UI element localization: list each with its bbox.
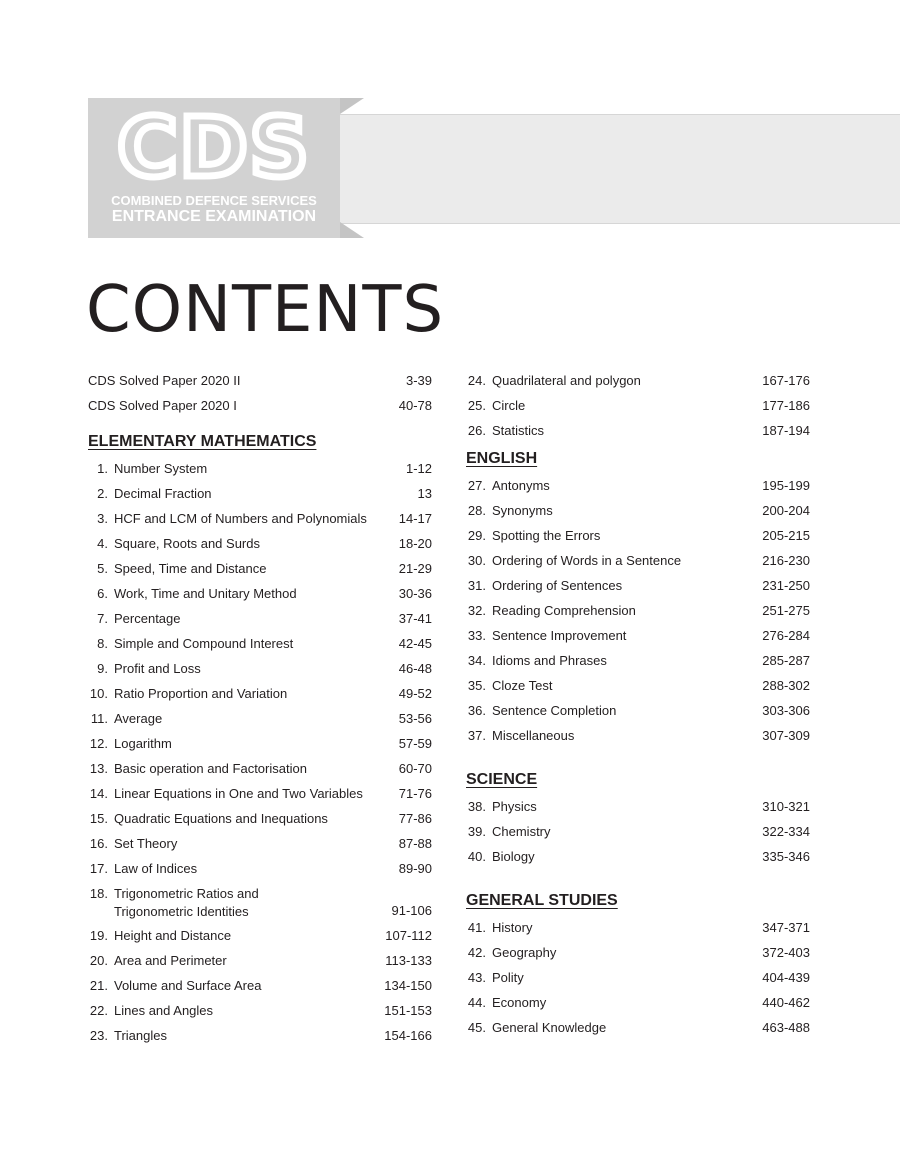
entry-title: Work, Time and Unitary Method: [114, 586, 297, 601]
entry-pages: 310-321: [762, 799, 810, 814]
entry-number: 44.: [467, 995, 486, 1010]
entry-number: 22.: [89, 1003, 108, 1018]
toc-entry[interactable]: [466, 477, 810, 502]
entry-number: 1.: [97, 461, 108, 476]
entry-pages: 30-36: [398, 586, 432, 601]
science-list: [466, 798, 810, 873]
toc-entry[interactable]: [88, 685, 432, 710]
logo-fold-bottom: [340, 222, 364, 238]
entry-title: Ratio Proportion and Variation: [114, 686, 288, 701]
entry-title: Antonyms: [492, 478, 550, 493]
entry-number: 6.: [97, 586, 108, 601]
entry-number: 18.: [89, 886, 108, 901]
entry-number: 13.: [89, 761, 108, 776]
entry-pages: 107-112: [385, 928, 432, 943]
entry-title: Biology: [492, 849, 535, 864]
entry-title: Number System: [114, 461, 208, 476]
entry-title: Logarithm: [114, 736, 172, 751]
toc-entry[interactable]: [88, 1002, 432, 1027]
entry-title: Reading Comprehension: [492, 603, 636, 618]
entry-number: 21.: [89, 978, 108, 993]
toc-entry[interactable]: [88, 952, 432, 977]
toc-entry[interactable]: [466, 848, 810, 873]
entry-pages: 46-48: [398, 661, 432, 676]
entry-pages: 177-186: [762, 398, 810, 413]
entry-pages: 167-176: [762, 373, 810, 388]
toc-entry[interactable]: [88, 860, 432, 885]
entry-title: Sentence Improvement: [492, 628, 627, 643]
section-heading-general-studies: GENERAL STUDIES: [466, 892, 618, 909]
entry-pages: 205-215: [762, 528, 810, 543]
entry-pages: 134-150: [384, 978, 432, 993]
toc-entry[interactable]: [88, 635, 432, 660]
toc-entry-solved-paper[interactable]: [88, 397, 432, 418]
entry-title: CDS Solved Paper 2020 I: [88, 398, 237, 413]
general-studies-list: [466, 919, 810, 1044]
logo-fold-top: [340, 98, 364, 114]
toc-entry[interactable]: [88, 460, 432, 485]
toc-entry[interactable]: [88, 585, 432, 610]
entry-title: Profit and Loss: [114, 661, 201, 676]
entry-pages: 288-302: [762, 678, 810, 693]
entry-number: 12.: [89, 736, 108, 751]
entry-pages: 14-17: [398, 511, 432, 526]
entry-title: Quadrilateral and polygon: [492, 373, 641, 388]
toc-entry[interactable]: [88, 735, 432, 760]
entry-number: 9.: [97, 661, 108, 676]
entry-pages: 53-56: [398, 711, 432, 726]
toc-entry[interactable]: [466, 798, 810, 823]
entry-number: 20.: [89, 953, 108, 968]
entry-title: Physics: [492, 799, 537, 814]
entry-title: Quadratic Equations and Inequations: [114, 811, 328, 826]
logo-line-1: COMBINED DEFENCE SERVICES: [111, 193, 317, 208]
entry-number: 35.: [467, 678, 486, 693]
entry-pages: 440-462: [762, 995, 810, 1010]
entry-pages: 37-41: [398, 611, 432, 626]
entry-number: 3.: [97, 511, 108, 526]
entry-pages: 322-334: [762, 824, 810, 839]
entry-title: Basic operation and Factorisation: [114, 761, 307, 776]
toc-entry[interactable]: [88, 977, 432, 1002]
entry-pages: 216-230: [762, 553, 810, 568]
entry-pages: 91-106: [391, 903, 432, 918]
entry-pages: 251-275: [762, 603, 810, 618]
entry-title: Synonyms: [492, 503, 553, 518]
entry-number: 43.: [467, 970, 486, 985]
entry-title: Geography: [492, 945, 557, 960]
toc-entry[interactable]: [466, 502, 810, 527]
entry-number: 30.: [467, 553, 486, 568]
section-heading-math: ELEMENTARY MATHEMATICS: [88, 433, 317, 450]
entry-pages: 60-70: [398, 761, 432, 776]
entry-pages: 151-153: [384, 1003, 432, 1018]
entry-pages: 77-86: [398, 811, 432, 826]
entry-number: 23.: [89, 1028, 108, 1043]
english-list: [466, 477, 810, 752]
entry-title: Simple and Compound Interest: [114, 636, 294, 651]
entry-title: General Knowledge: [492, 1020, 607, 1035]
entry-pages: 200-204: [762, 503, 810, 518]
toc-entry[interactable]: [466, 422, 810, 447]
entry-title: Triangles: [114, 1028, 167, 1043]
toc-entry[interactable]: [88, 1027, 432, 1052]
entry-number: 31.: [467, 578, 486, 593]
entry-title: Miscellaneous: [492, 728, 575, 743]
entry-pages: 42-45: [398, 636, 432, 651]
toc-entry[interactable]: [88, 710, 432, 735]
toc-entry[interactable]: [88, 660, 432, 685]
entry-number: 36.: [467, 703, 486, 718]
toc-entry[interactable]: [88, 785, 432, 810]
toc-entry[interactable]: [466, 969, 810, 994]
toc-entry[interactable]: [466, 627, 810, 652]
entry-pages: 285-287: [762, 653, 810, 668]
entry-number: 5.: [97, 561, 108, 576]
entry-number: 37.: [467, 728, 486, 743]
entry-number: 42.: [467, 945, 486, 960]
entry-title: Chemistry: [492, 824, 551, 839]
entry-pages: 231-250: [762, 578, 810, 593]
entry-pages: 49-52: [398, 686, 432, 701]
entry-number: 32.: [467, 603, 486, 618]
entry-title: Decimal Fraction: [114, 486, 212, 501]
entry-pages: 303-306: [762, 703, 810, 718]
entry-number: 7.: [97, 611, 108, 626]
entry-pages: 154-166: [384, 1028, 432, 1043]
toc-entry[interactable]: [88, 510, 432, 535]
entry-number: 8.: [97, 636, 108, 651]
entry-title: Ordering of Sentences: [492, 578, 623, 593]
toc-entry[interactable]: [466, 677, 810, 702]
contents-column-right: [466, 372, 810, 1044]
toc-entry[interactable]: [466, 372, 810, 397]
entry-title: Lines and Angles: [114, 1003, 214, 1018]
section-heading-science: SCIENCE: [466, 771, 538, 788]
entry-number: 38.: [467, 799, 486, 814]
toc-entry[interactable]: [466, 577, 810, 602]
entry-pages: 21-29: [398, 561, 432, 576]
entry-title-line-2: Trigonometric Identities: [114, 904, 249, 919]
cds-logo: [88, 98, 340, 238]
entry-number: 45.: [467, 1020, 486, 1035]
section-heading-english: ENGLISH: [466, 450, 538, 467]
entry-title: Sentence Completion: [492, 703, 617, 718]
entry-pages: 187-194: [762, 423, 810, 438]
header-banner-bar: [340, 114, 900, 224]
entry-pages: 463-488: [762, 1020, 810, 1035]
toc-entry[interactable]: [88, 835, 432, 860]
entry-number: 14.: [89, 786, 108, 801]
entry-number: 2.: [97, 486, 108, 501]
entry-title: Speed, Time and Distance: [114, 561, 267, 576]
entry-title: Economy: [492, 995, 547, 1010]
entry-title: History: [492, 920, 533, 935]
entry-title: Area and Perimeter: [114, 953, 227, 968]
entry-pages: 18-20: [398, 536, 432, 551]
entry-title: Idioms and Phrases: [492, 653, 607, 668]
entry-title: Set Theory: [114, 836, 178, 851]
toc-entry[interactable]: [466, 944, 810, 969]
toc-entry[interactable]: [88, 485, 432, 510]
entry-title: Volume and Surface Area: [114, 978, 262, 993]
entry-pages: 276-284: [762, 628, 810, 643]
toc-entry[interactable]: [466, 823, 810, 848]
entry-number: 16.: [89, 836, 108, 851]
entry-number: 40.: [467, 849, 486, 864]
entry-number: 39.: [467, 824, 486, 839]
contents-column-left: [88, 372, 432, 1052]
entry-title: Linear Equations in One and Two Variables: [114, 786, 363, 801]
entry-title: Circle: [492, 398, 526, 413]
toc-entry[interactable]: [88, 610, 432, 635]
entry-title: Polity: [492, 970, 524, 985]
toc-entry[interactable]: [466, 994, 810, 1019]
entry-number: 17.: [89, 861, 108, 876]
toc-entry[interactable]: [466, 702, 810, 727]
entry-title: Average: [114, 711, 163, 726]
toc-entry[interactable]: [466, 602, 810, 627]
entry-number: 26.: [467, 423, 486, 438]
entry-title: Ordering of Words in a Sentence: [492, 553, 682, 568]
entry-pages: 307-309: [762, 728, 810, 743]
entry-pages: 57-59: [398, 736, 432, 751]
toc-entry[interactable]: [88, 560, 432, 585]
entry-pages: 335-346: [762, 849, 810, 864]
entry-pages: 89-90: [398, 861, 432, 876]
entry-pages: 195-199: [762, 478, 810, 493]
entry-number: 11.: [90, 711, 108, 726]
toc-entry[interactable]: [466, 727, 810, 752]
entry-pages: 1-12: [405, 461, 432, 476]
entry-title: Statistics: [492, 423, 545, 438]
entry-number: 27.: [467, 478, 486, 493]
entry-title: CDS Solved Paper 2020 II: [88, 373, 241, 388]
entry-pages: 40-78: [398, 398, 432, 413]
entry-title: Spotting the Errors: [492, 528, 601, 543]
entry-number: 25.: [467, 398, 486, 413]
toc-entry[interactable]: [88, 810, 432, 835]
toc-entry[interactable]: [466, 552, 810, 577]
logo-line-2: ENTRANCE EXAMINATION: [111, 208, 317, 225]
entry-title: [114, 885, 372, 921]
entry-pages: 87-88: [398, 836, 432, 851]
entry-number: 33.: [467, 628, 486, 643]
math-list-continued: [466, 372, 810, 447]
toc-entry[interactable]: [466, 397, 810, 422]
entry-pages: 347-371: [762, 920, 810, 935]
entry-title: HCF and LCM of Numbers and Polynomials: [114, 511, 367, 526]
logo-letters: CDS: [117, 101, 311, 196]
entry-number: 4.: [97, 536, 108, 551]
toc-entry[interactable]: [88, 885, 432, 927]
entry-number: 41.: [467, 920, 486, 935]
entry-title: Cloze Test: [492, 678, 553, 693]
entry-title: Percentage: [114, 611, 181, 626]
entry-pages: 113-133: [385, 953, 432, 968]
math-list: [88, 460, 432, 1052]
entry-number: 29.: [467, 528, 486, 543]
entry-pages: 372-403: [762, 945, 810, 960]
toc-entry[interactable]: [88, 535, 432, 560]
toc-entry[interactable]: [88, 760, 432, 785]
entry-title: Height and Distance: [114, 928, 232, 943]
entry-number: 28.: [467, 503, 486, 518]
page-title: CONTENTS: [86, 273, 445, 347]
entry-number: 19.: [89, 928, 108, 943]
entry-pages: 404-439: [762, 970, 810, 985]
toc-entry[interactable]: [466, 652, 810, 677]
toc-entry-solved-paper[interactable]: [88, 372, 432, 397]
entry-title: Square, Roots and Surds: [114, 536, 260, 551]
entry-pages: 3-39: [405, 373, 432, 388]
entry-number: 15.: [89, 811, 108, 826]
entry-title-line-1: Trigonometric Ratios and: [114, 886, 259, 901]
entry-title: Law of Indices: [114, 861, 198, 876]
entry-pages: 13: [417, 486, 432, 501]
entry-number: 10.: [89, 686, 108, 701]
entry-pages: 71-76: [398, 786, 432, 801]
toc-entry[interactable]: [466, 527, 810, 552]
toc-entry[interactable]: [466, 919, 810, 944]
toc-entry[interactable]: [466, 1019, 810, 1044]
entry-number: 24.: [467, 373, 486, 388]
entry-number: 34.: [467, 653, 486, 668]
toc-entry[interactable]: [88, 927, 432, 952]
